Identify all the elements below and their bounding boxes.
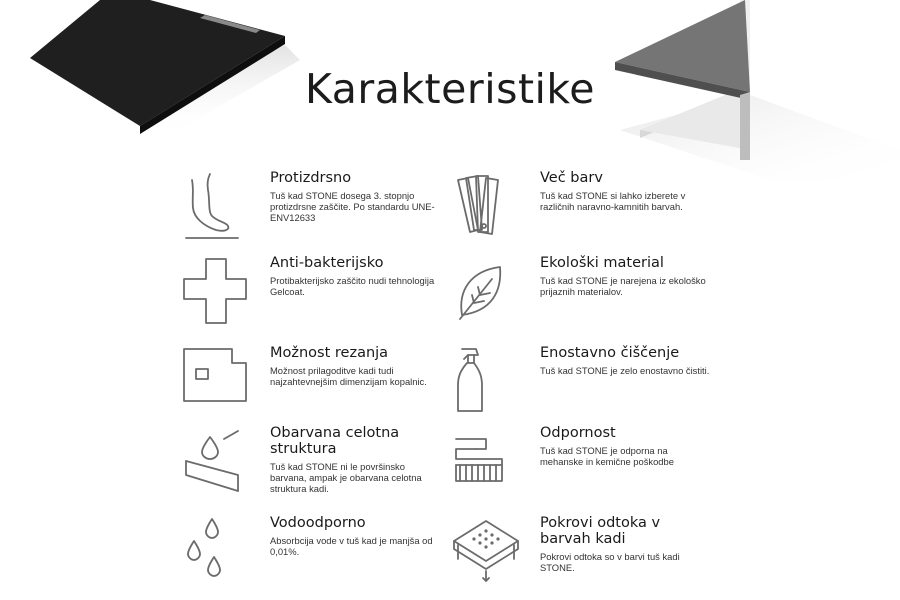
feature-body: Tuš kad STONE dosega 3. stopnjo protizdrsne zaščite. Po standardu UNE-ENV12633 [270, 190, 435, 223]
feature-body: Tuš kad STONE ni le površinsko barvana, ampak je obarvana celotna struktura kadi. [270, 461, 422, 494]
foot-icon [182, 170, 252, 240]
colored-surface-icon [182, 425, 252, 495]
feature-heading: Možnost rezanja [270, 345, 389, 361]
color-swatches-icon [452, 170, 522, 240]
water-drops-icon [182, 515, 252, 585]
brush-icon [452, 425, 522, 495]
feature-body: Pokrovi odtoka so v barvi tuš kadi STONE. [540, 551, 680, 573]
feature-heading: Odpornost [540, 425, 616, 441]
feature-heading: Obarvana celotna struktura [270, 425, 400, 457]
feature-body: Protibakterijsko zaščito nudi tehnologija Gelcoat. [270, 275, 435, 297]
feature-heading: Pokrovi odtoka v barvah kadi [540, 515, 661, 547]
cross-icon [182, 255, 252, 325]
drain-cover-icon [452, 515, 522, 585]
feature-heading: Protizdrsno [270, 170, 352, 186]
feature-heading: Več barv [540, 170, 603, 186]
page-title: Karakteristike [305, 65, 595, 114]
feature-heading: Enostavno čiščenje [540, 345, 680, 361]
feature-body: Tuš kad STONE je zelo enostavno čistiti. [540, 365, 710, 376]
feature-body: Absorbcija vode v tuš kad je manjša od 0,01%. [270, 535, 433, 557]
cut-shape-icon [182, 345, 252, 415]
feature-body: Tuš kad STONE je narejena iz ekološko prijaznih materialov. [540, 275, 706, 297]
leaf-icon [452, 255, 522, 325]
feature-heading: Vodoodporno [270, 515, 366, 531]
feature-body: Tuš kad STONE si lahko izberete v različnih naravno-kamnitih barvah. [540, 190, 686, 212]
feature-heading: Ekološki material [540, 255, 664, 271]
spray-bottle-icon [452, 345, 522, 415]
feature-body: Tuš kad STONE je odporna na mehanske in kemične poškodbe [540, 445, 674, 467]
feature-body: Možnost prilagoditve kadi tudi najzahtevnejšim dimenzijam kopalnic. [270, 365, 427, 387]
feature-heading: Anti-bakterijsko [270, 255, 384, 271]
